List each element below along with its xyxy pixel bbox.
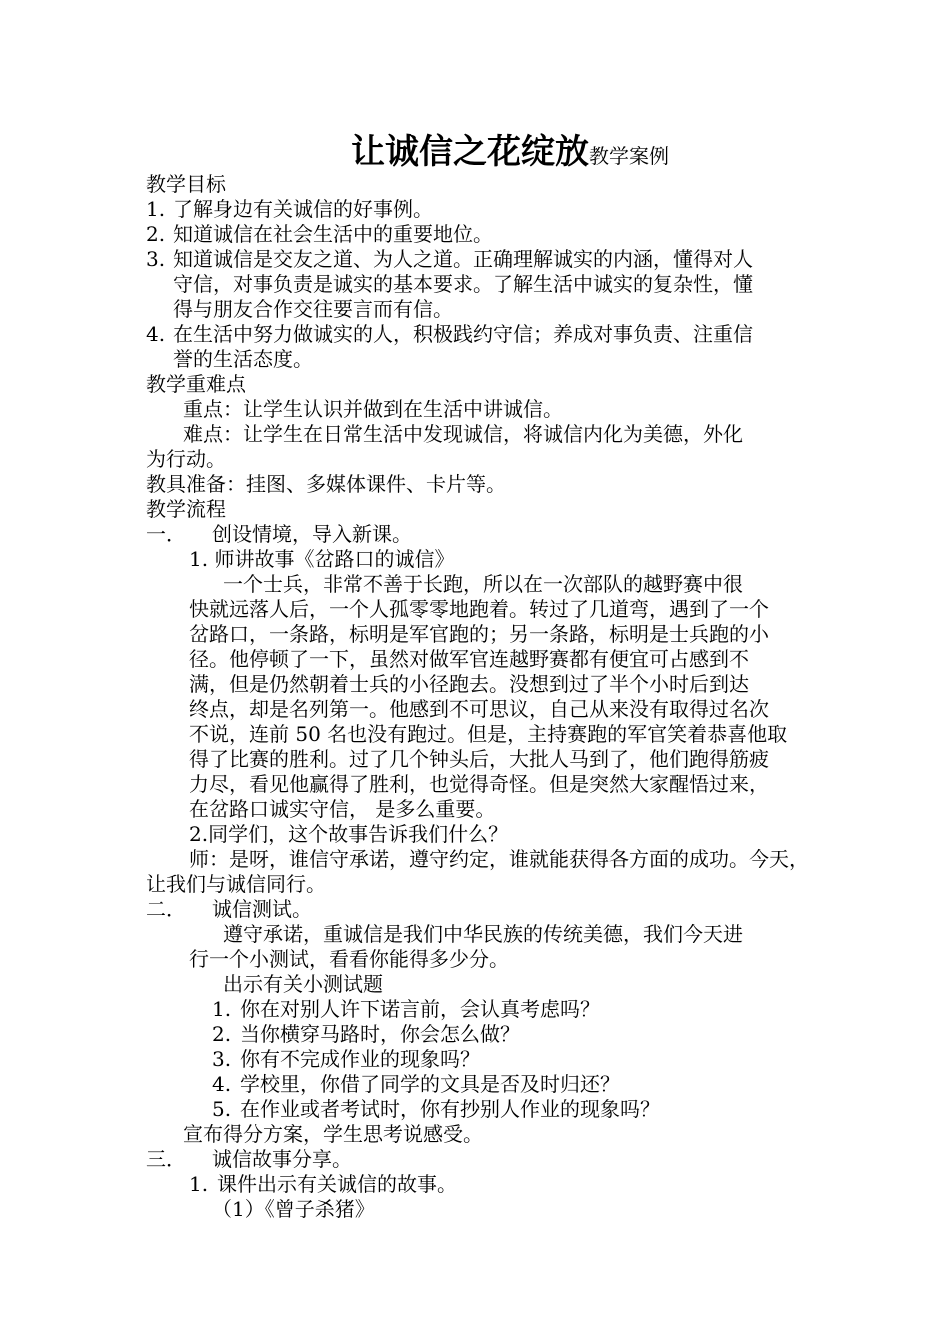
title-suffix: 教学案例 (589, 144, 669, 168)
test-intro: 遵守承诺，重诚信是我们中华民族的传统美德，我们今天进 (223, 922, 743, 946)
test-question: 5. 在作业或者考试时，你有抄别人作业的现象吗？ (212, 1097, 660, 1121)
story-line: 得了比赛的胜利。过了几个钟头后，大批人马到了，他们跑得筋疲 (189, 747, 769, 771)
objective-item: 2. 知道诚信在社会生活中的重要地位。 (146, 222, 493, 246)
story-line: 不说，连前 50 名也没有跑过。但是，主持赛跑的军官笑着恭喜他取 (189, 722, 788, 746)
section-heading: 一． 创设情境，导入新课。 (146, 522, 412, 546)
story-line: 径。他停顿了一下，虽然对做军官连越野赛都有便宜可占感到不 (189, 647, 749, 671)
keypoint-focus: 重点：让学生认识并做到在生活中讲诚信。 (183, 397, 563, 421)
document-body (146, 172, 826, 1222)
story-line: 岔路口，一条路，标明是军官跑的；另一条路，标明是士兵跑的小 (189, 622, 769, 646)
objective-item: 4. 在生活中努力做诚实的人，积极践约守信；养成对事负责、注重信 (146, 322, 753, 346)
keypoints-heading: 教学重难点 (146, 372, 246, 396)
keypoint-difficulty-continuation: 为行动。 (146, 447, 226, 471)
objective-continuation: 守信，对事负责是诚实的基本要求。了解生活中诚实的复杂性，懂 (173, 272, 753, 296)
story-line: 力尽，看见他赢得了胜利，也觉得奇怪。但是突然大家醒悟过来， (189, 772, 769, 796)
test-question: 1. 你在对别人许下诺言前，会认真考虑吗？ (212, 997, 600, 1021)
story-title: 1. 师讲故事《岔路口的诚信》 (189, 547, 455, 571)
objectives-heading: 教学目标 (146, 172, 226, 196)
process-heading: 教学流程 (146, 497, 226, 521)
story-line: 满，但是仍然朝着士兵的小径跑去。没想到过了半个小时后到达 (189, 672, 749, 696)
test-intro-continuation: 行一个小测试，看看你能得多少分。 (189, 947, 509, 971)
test-question: 3. 你有不完成作业的现象吗？ (212, 1047, 480, 1071)
objective-continuation: 誉的生活态度。 (173, 347, 313, 371)
test-question: 2. 当你横穿马路时，你会怎么做？ (212, 1022, 520, 1046)
story-line: 终点，却是名列第一。他感到不可思议，自己从来没有取得过名次 (189, 697, 769, 721)
objective-item: 1. 了解身边有关诚信的好事例。 (146, 197, 433, 221)
test-show: 出示有关小测试题 (223, 972, 383, 996)
keypoint-difficulty: 难点：让学生在日常生活中发现诚信，将诚信内化为美德，外化 (183, 422, 743, 446)
story-line: 在岔路口诚实守信， 是多么重要。 (189, 797, 496, 821)
section-heading: 二． 诚信测试。 (146, 897, 312, 921)
test-announce: 宣布得分方案，学生思考说感受。 (183, 1122, 483, 1146)
story-question: 2.同学们，这个故事告诉我们什么？ (189, 822, 509, 846)
share-item: 1. 课件出示有关诚信的故事。 (189, 1172, 457, 1196)
test-question: 4. 学校里，你借了同学的文具是否及时归还？ (212, 1072, 620, 1096)
share-subitem: （1）《曾子杀猪》 (212, 1197, 375, 1221)
objective-item: 3. 知道诚信是交友之道、为人之道。正确理解诚实的内涵，懂得对人 (146, 247, 753, 271)
story-line: 快就远落人后，一个人孤零零地跑着。转过了几道弯，遇到了一个 (189, 597, 769, 621)
teacher-remark-continuation: 让我们与诚信同行。 (146, 872, 326, 896)
materials: 教具准备：挂图、多媒体课件、卡片等。 (146, 472, 506, 496)
title-main: 让诚信之花绽放 (351, 132, 589, 172)
objective-continuation: 得与朋友合作交往要言而有信。 (173, 297, 453, 321)
story-line: 一个士兵，非常不善于长跑，所以在一次部队的越野赛中很 (223, 572, 743, 596)
teacher-remark: 师：是呀，谁信守承诺，遵守约定，谁就能获得各方面的成功。今天， (189, 847, 809, 871)
section-heading: 三． 诚信故事分享。 (146, 1147, 352, 1171)
